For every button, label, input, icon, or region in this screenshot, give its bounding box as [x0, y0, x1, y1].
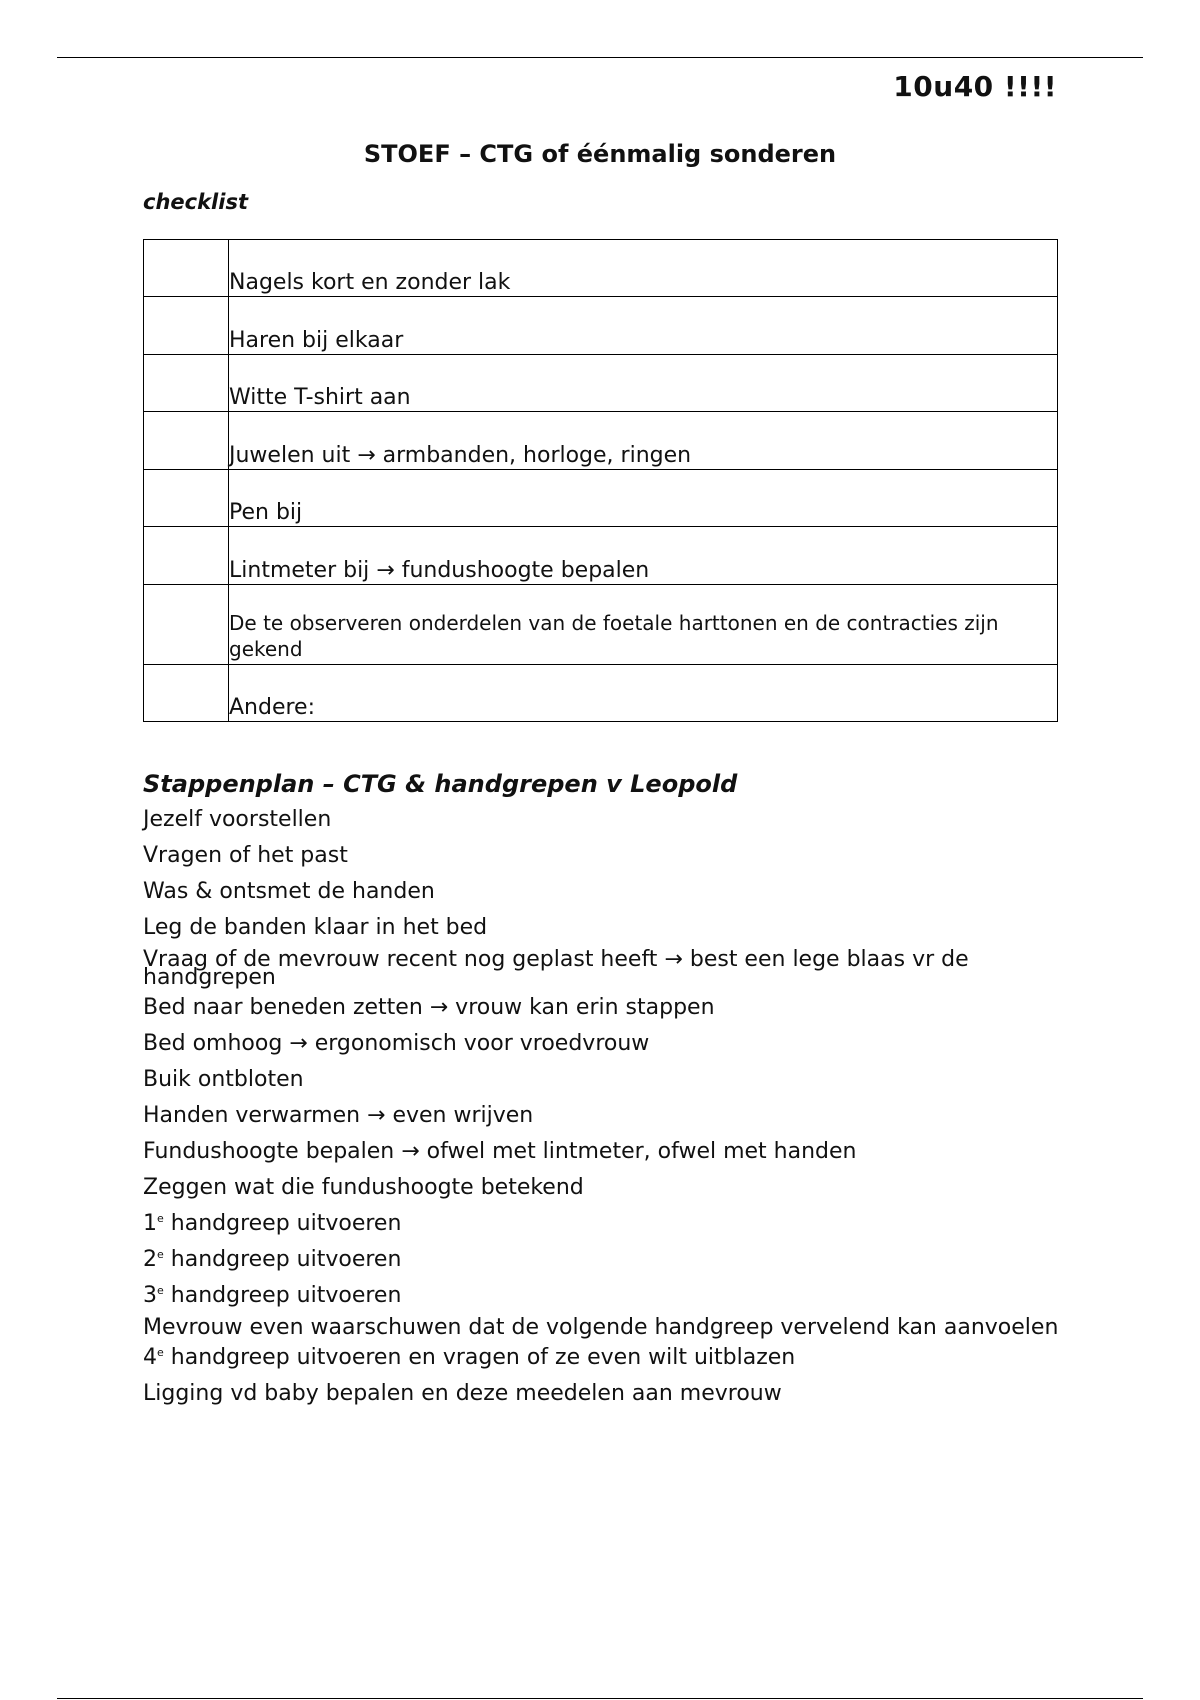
step-item: Mevrouw even waarschuwen dat de volgende handgreep vervelend kan aanvoelen	[143, 1315, 1059, 1340]
step-item	[143, 1283, 1083, 1309]
checklist-item: De te observeren onderdelen van de foetale harttonen en de contracties zijn gekend	[229, 585, 1058, 665]
checkbox-cell[interactable]	[144, 240, 229, 297]
step-item	[143, 1247, 1083, 1273]
checklist-item: Andere:	[229, 665, 1058, 722]
checklist-item: Juwelen uit → armbanden, horloge, ringen	[229, 412, 1058, 470]
checklist-table	[143, 239, 1058, 722]
checkbox-cell[interactable]	[144, 665, 229, 722]
step-item: Fundushoogte bepalen → ofwel met lintmeter, ofwel met handen	[143, 1139, 857, 1164]
checkbox-cell[interactable]	[144, 527, 229, 585]
checklist-label: checklist	[143, 190, 248, 214]
step-item	[143, 1211, 1083, 1237]
step-ordinal: e	[157, 1284, 164, 1297]
checklist-row	[144, 527, 1058, 585]
checkbox-cell[interactable]	[144, 297, 229, 355]
step-text: handgreep uitvoeren	[163, 1247, 402, 1272]
step-number: 1	[143, 1211, 157, 1236]
checklist-row	[144, 412, 1058, 470]
step-item: Buik ontbloten	[143, 1067, 304, 1092]
checklist-item: Pen bij	[229, 470, 1058, 527]
step-item: Vragen of het past	[143, 843, 348, 868]
step-item: Leg de banden klaar in het bed	[143, 915, 488, 940]
step-item	[143, 1345, 1083, 1371]
step-number: 4	[143, 1345, 157, 1370]
checklist-item: Witte T-shirt aan	[229, 355, 1058, 412]
step-number: 2	[143, 1247, 157, 1272]
time-note: 10u40 !!!!	[893, 70, 1057, 103]
step-ordinal: e	[157, 1212, 164, 1225]
checklist-row	[144, 665, 1058, 722]
step-item: Ligging vd baby bepalen en deze meedelen aan mevrouw	[143, 1381, 782, 1406]
step-item: Zeggen wat die fundushoogte betekend	[143, 1175, 584, 1200]
step-ordinal: e	[157, 1248, 164, 1261]
page-title: STOEF – CTG of éénmalig sonderen	[363, 140, 837, 168]
step-text: handgreep uitvoeren	[163, 1211, 402, 1236]
step-item: Bed omhoog → ergonomisch voor vroedvrouw	[143, 1031, 650, 1056]
checklist-row	[144, 240, 1058, 297]
checklist-item: Lintmeter bij → fundushoogte bepalen	[229, 527, 1058, 585]
checkbox-cell[interactable]	[144, 585, 229, 665]
steps-list	[143, 807, 1083, 1417]
bottom-rule	[57, 1698, 1143, 1699]
step-text: handgreep uitvoeren	[163, 1283, 402, 1308]
top-rule	[57, 57, 1143, 58]
step-item: Was & ontsmet de handen	[143, 879, 435, 904]
step-ordinal: e	[157, 1346, 164, 1359]
checkbox-cell[interactable]	[144, 355, 229, 412]
checklist-row	[144, 585, 1058, 665]
step-number: 3	[143, 1283, 157, 1308]
checklist-item: Haren bij elkaar	[229, 297, 1058, 355]
checklist-row	[144, 297, 1058, 355]
step-text: handgreep uitvoeren en vragen of ze even wilt uitblazen	[163, 1345, 796, 1370]
checklist-row	[144, 355, 1058, 412]
checkbox-cell[interactable]	[144, 470, 229, 527]
checkbox-cell[interactable]	[144, 412, 229, 470]
checklist-item: Nagels kort en zonder lak	[229, 240, 1058, 297]
step-item: Vraag of de mevrouw recent nog geplast heeft → best een lege blaas vr de handgrepen	[143, 947, 969, 990]
step-item: Handen verwarmen → even wrijven	[143, 1103, 534, 1128]
step-item: Bed naar beneden zetten → vrouw kan erin stappen	[143, 995, 715, 1020]
steps-heading: Stappenplan – CTG & handgrepen v Leopold	[143, 770, 738, 798]
step-item: Jezelf voorstellen	[143, 807, 332, 832]
checklist-row	[144, 470, 1058, 527]
